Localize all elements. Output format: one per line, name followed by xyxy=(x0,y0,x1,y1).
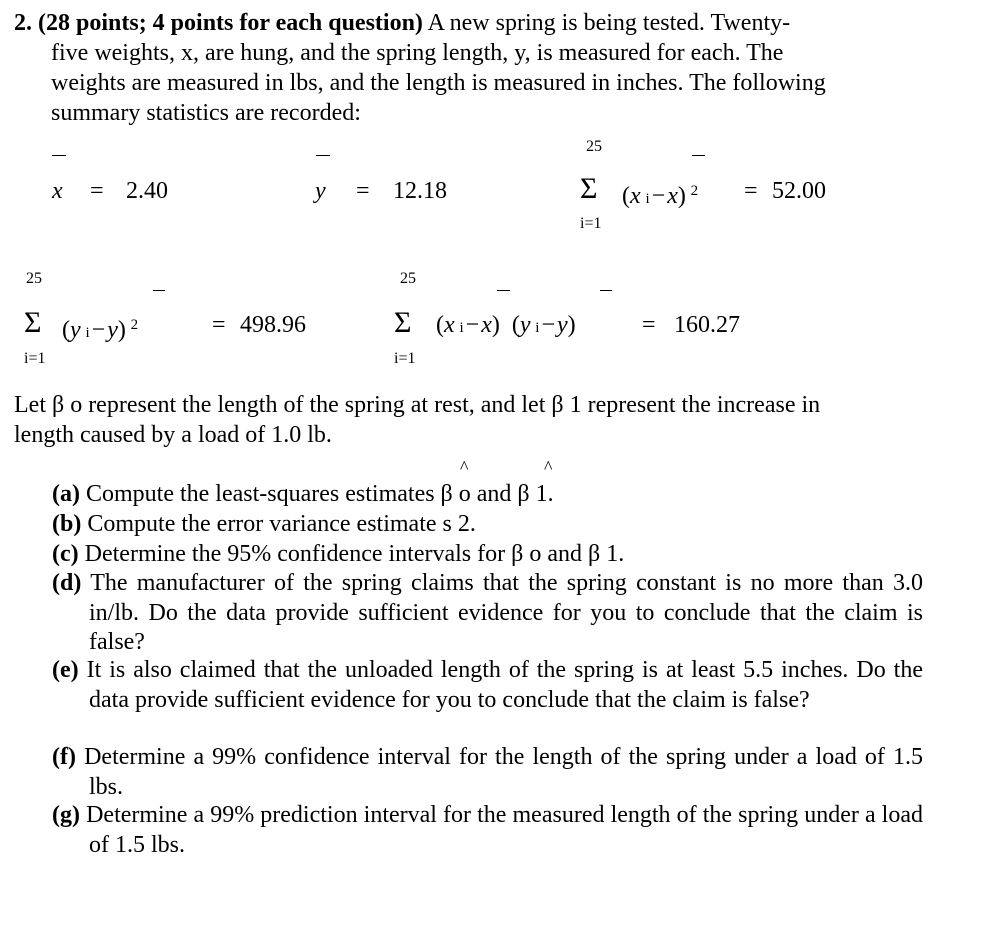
xbar-equals: = xyxy=(90,178,104,204)
syy-lower-limit: i=1 xyxy=(24,350,46,367)
syy-value: 498.96 xyxy=(240,312,306,338)
syy-ybar-overline xyxy=(153,290,165,291)
sxx-sigma: Σ xyxy=(580,172,598,205)
sxy-expression: (x i − x) (y i − y) xyxy=(436,312,576,338)
question-d xyxy=(52,569,923,658)
intro-line-2: five weights, x, are hung, and the spring length, y, is measured for each. The xyxy=(51,40,784,66)
question-f-label: (f) xyxy=(52,744,76,770)
syy-equals: = xyxy=(212,312,226,338)
problem-number: 2. xyxy=(14,10,32,36)
xbar-value: 2.40 xyxy=(126,178,168,204)
question-f xyxy=(52,743,923,802)
ybar-variable: y xyxy=(315,178,326,204)
beta0-hat-mark: ^ xyxy=(460,457,469,477)
sxx-expression: (x i − x) $^2$ xyxy=(622,183,699,209)
definition-line-1: Let β o represent the length of the spring at rest, and let β 1 represent the increase in xyxy=(14,392,821,418)
sxy-value: 160.27 xyxy=(674,312,740,338)
definition-line-2: length caused by a load of 1.0 lb. xyxy=(14,422,332,448)
xbar-variable: x xyxy=(52,178,63,204)
syy-upper-limit: 25 xyxy=(26,270,42,287)
question-e-text: It is also claimed that the unloaded length of the spring is at least 5.5 inches. Do the data provide sufficient evidence for you to conclude that the claim is false? xyxy=(86,657,924,713)
question-c-label: (c) xyxy=(52,541,79,567)
syy-sigma: Σ xyxy=(24,306,42,339)
question-b-text: Compute the error variance estimate s 2. xyxy=(87,511,476,537)
question-e-label: (e) xyxy=(52,657,79,683)
ybar-equals: = xyxy=(356,178,370,204)
sxy-sigma: Σ xyxy=(394,306,412,339)
question-d-label: (d) xyxy=(52,570,82,596)
sxx-equals: = xyxy=(744,178,758,204)
question-b-label: (b) xyxy=(52,511,82,537)
sxy-xbar-overline xyxy=(497,290,510,291)
ybar-overline xyxy=(316,155,330,156)
sxy-upper-limit: 25 xyxy=(400,270,416,287)
question-d-text: The manufacturer of the spring claims that the spring constant is no more than 3.0 in/lb. Do the data provide sufficient evidence for you to conclude that the claim is false? xyxy=(89,570,924,655)
sxx-value: 52.00 xyxy=(772,178,826,204)
question-e xyxy=(52,656,923,715)
ybar-value: 12.18 xyxy=(393,178,447,204)
syy-expression: (y i − y) $^2$ xyxy=(62,317,139,343)
problem-points: (28 points; 4 points for each question) xyxy=(38,10,423,36)
question-c-text: Determine the 95% confidence intervals for β o and β 1. xyxy=(84,541,625,567)
beta1-hat-mark: ^ xyxy=(544,457,553,477)
intro-line-3: weights are measured in lbs, and the length is measured in inches. The following xyxy=(51,70,826,96)
question-a-label: (a) xyxy=(52,481,80,507)
sxy-ybar-overline xyxy=(600,290,612,291)
sxx-upper-limit: 25 xyxy=(586,138,602,155)
xbar-overline xyxy=(52,155,66,156)
intro-line-1: A new spring is being tested. Twenty- xyxy=(422,10,791,36)
problem-intro xyxy=(14,8,894,128)
question-a-text: Compute the least-squares estimates β o and β 1. xyxy=(85,481,554,507)
question-g-label: (g) xyxy=(52,802,80,828)
question-a xyxy=(52,480,923,510)
question-g-text: Determine a 99% prediction interval for the measured length of the spring under a load of 1.5 lbs. xyxy=(86,802,923,858)
sxy-equals: = xyxy=(642,312,656,338)
sxx-lower-limit: i=1 xyxy=(580,215,602,232)
intro-line-4: summary statistics are recorded: xyxy=(51,100,361,126)
question-g xyxy=(52,801,923,860)
question-f-text: Determine a 99% confidence interval for the length of the spring under a load of 1.5 lbs. xyxy=(84,744,924,800)
question-b xyxy=(52,510,923,540)
sxy-lower-limit: i=1 xyxy=(394,350,416,367)
question-c xyxy=(52,540,923,570)
sxx-xbar-overline xyxy=(692,155,705,156)
